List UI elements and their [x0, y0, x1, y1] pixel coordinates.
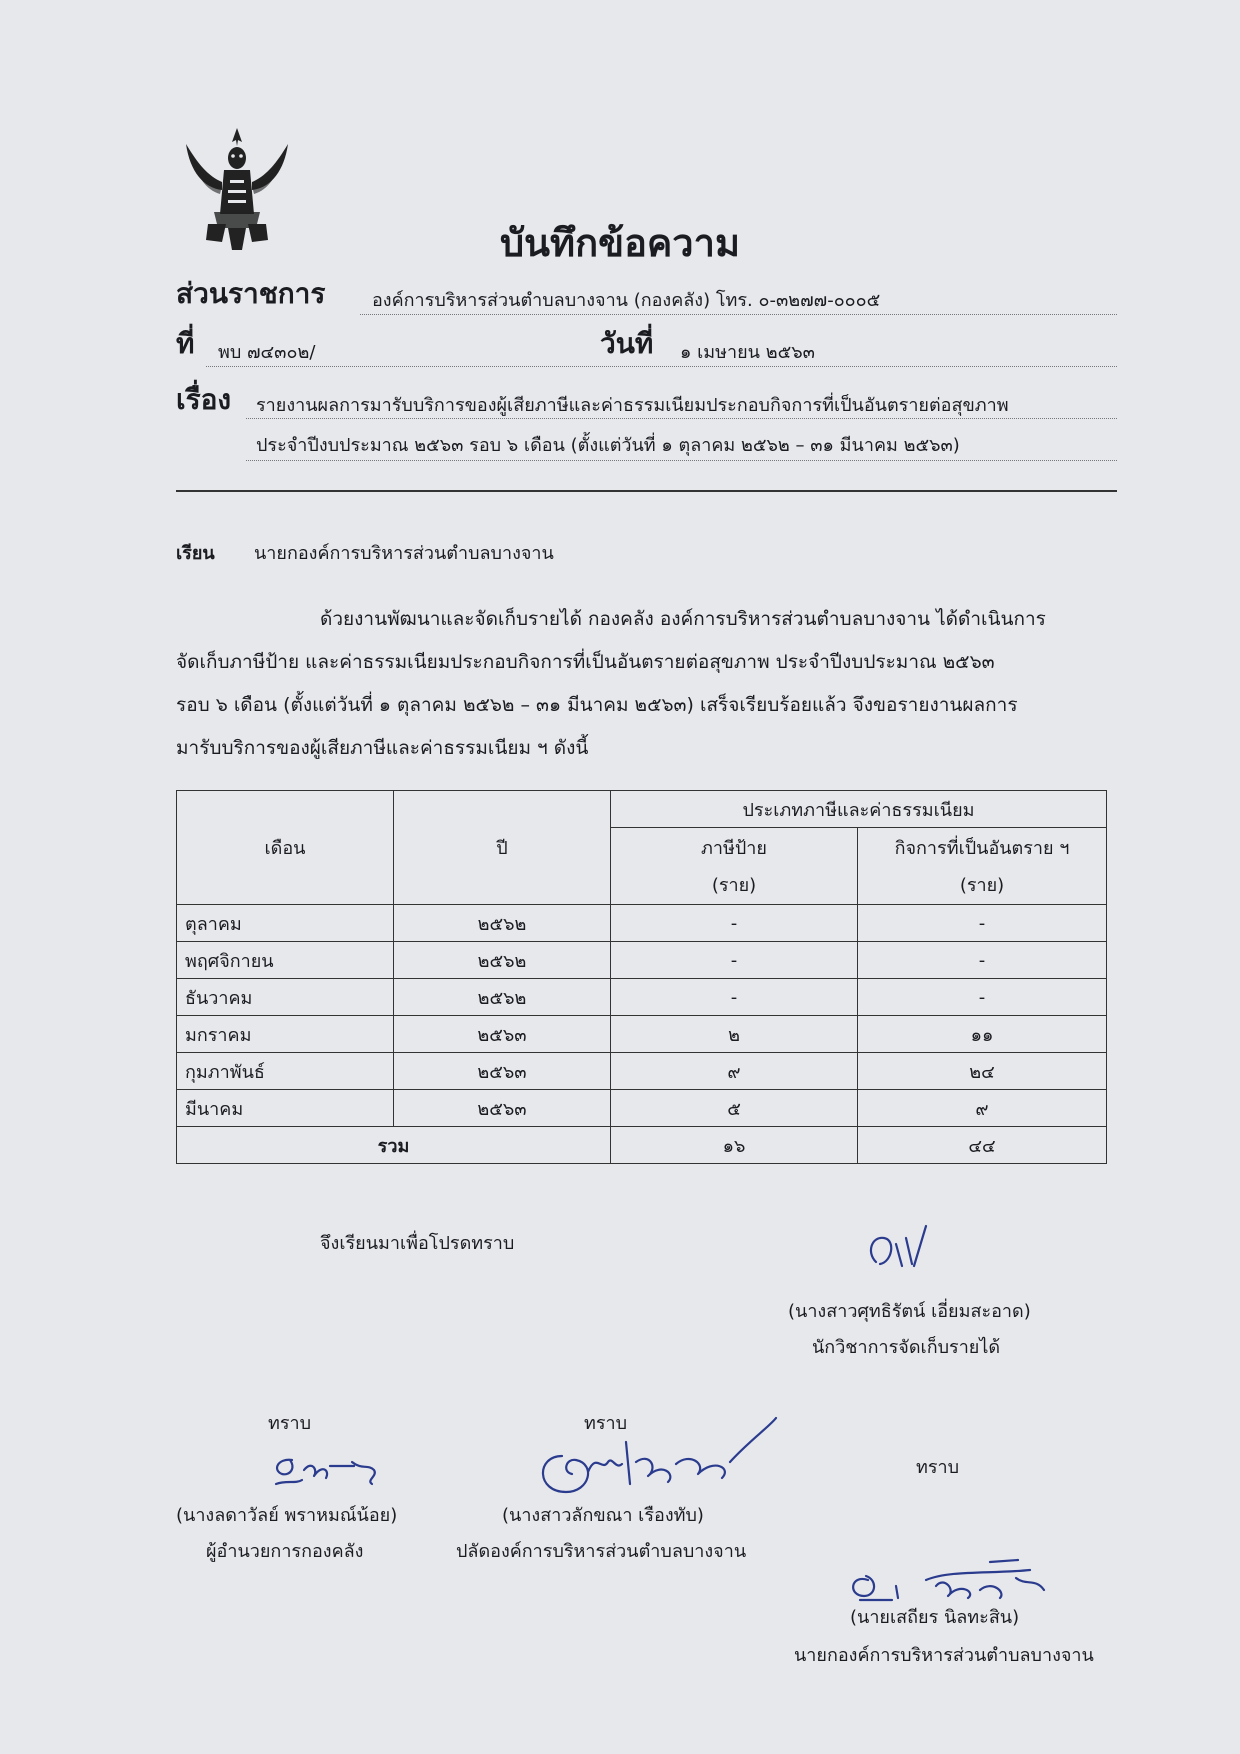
row-hazard: - — [858, 905, 1107, 942]
row-sign-tax: ๙ — [611, 1053, 858, 1090]
total-sign-tax: ๑๖ — [611, 1127, 858, 1164]
sign-tax-title: ภาษีป้าย — [701, 838, 767, 859]
table-row — [177, 942, 1107, 979]
hazard-unit: (ราย) — [959, 875, 1005, 896]
author-position: นักวิชาการจัดเก็บรายได้ — [812, 1337, 1001, 1358]
salutation-value: นายกองค์การบริหารส่วนตำบลบางจาน — [254, 543, 554, 564]
col-group-header: ประเภทภาษีและค่าธรรมเนียม — [611, 791, 1107, 828]
row-sign-tax: - — [611, 979, 858, 1016]
col-month-header: เดือน — [177, 791, 394, 905]
header-divider — [176, 490, 1117, 492]
mayor-ack: ทราบ — [916, 1457, 960, 1478]
total-hazard: ๔๔ — [858, 1127, 1107, 1164]
subject-line-2: ประจำปีงบประมาณ ๒๕๖๓ รอบ ๖ เดือน (ตั้งแต่วันที่ ๑ ตุลาคม ๒๕๖๒ – ๓๑ มีนาคม ๒๕๖๓) — [256, 435, 960, 456]
row-hazard: - — [858, 942, 1107, 979]
table-row — [177, 1016, 1107, 1053]
subject-dotted-line-2 — [246, 460, 1117, 461]
row-month: ตุลาคม — [177, 905, 394, 942]
ref-label: ที่ — [176, 327, 195, 360]
row-hazard: ๙ — [858, 1090, 1107, 1127]
ref-value: พบ ๗๔๓๐๒/ — [218, 342, 316, 363]
row-hazard: ๑๑ — [858, 1016, 1107, 1053]
row-year: ๒๕๖๒ — [394, 905, 611, 942]
table-row — [177, 979, 1107, 1016]
table-row — [177, 1090, 1107, 1127]
document-title: บันทึกข้อความ — [499, 221, 741, 265]
ref-dotted-line — [206, 366, 1117, 367]
row-hazard: ๒๔ — [858, 1053, 1107, 1090]
body-line-3: รอบ ๖ เดือน (ตั้งแต่วันที่ ๑ ตุลาคม ๒๕๖๒ – ๓๑ มีนาคม ๒๕๖๓) เสร็จเรียบร้อยแล้ว จึงขอรายงานผลการ — [176, 694, 1018, 716]
date-label: วันที่ — [600, 327, 654, 360]
total-label: รวม — [177, 1127, 611, 1164]
finance-ack: ทราบ — [268, 1413, 312, 1434]
closing-text: จึงเรียนมาเพื่อโปรดทราบ — [320, 1233, 515, 1254]
subject-dotted-line-1 — [246, 418, 1117, 419]
mayor-name: (นายเสถียร นิลทะสิน) — [850, 1607, 1020, 1628]
table-row — [177, 1053, 1107, 1090]
subject-label: เรื่อง — [176, 383, 232, 416]
row-sign-tax: - — [611, 905, 858, 942]
row-year: ๒๕๖๓ — [394, 1090, 611, 1127]
hazard-title: กิจการที่เป็นอันตราย ฯ — [894, 838, 1070, 859]
row-month: พฤศจิกายน — [177, 942, 394, 979]
table-total-row — [177, 1127, 1107, 1164]
col-hazard-header — [858, 828, 1107, 905]
clerk-name: (นางสาวลักขณา เรืองทับ) — [502, 1505, 704, 1526]
finance-name: (นางลดาวัลย์ พราหมณ์น้อย) — [176, 1505, 398, 1526]
row-year: ๒๕๖๒ — [394, 979, 611, 1016]
agency-label: ส่วนราชการ — [176, 277, 326, 310]
row-month: กุมภาพันธ์ — [177, 1053, 394, 1090]
row-year: ๒๕๖๓ — [394, 1016, 611, 1053]
row-hazard: - — [858, 979, 1107, 1016]
author-name: (นางสาวศุทธิรัตน์ เอี่ยมสะอาด) — [788, 1301, 1031, 1322]
col-sign-tax-header — [611, 828, 858, 905]
salutation-label: เรียน — [176, 543, 215, 564]
tax-report-table — [176, 790, 1107, 1164]
table-row — [177, 905, 1107, 942]
body-line-1: ด้วยงานพัฒนาและจัดเก็บรายได้ กองคลัง องค์การบริหารส่วนตำบลบางจาน ได้ดำเนินการ — [320, 608, 1046, 630]
clerk-position: ปลัดองค์การบริหารส่วนตำบลบางจาน — [456, 1541, 747, 1562]
finance-signature-icon — [256, 1440, 416, 1500]
row-month: มกราคม — [177, 1016, 394, 1053]
col-year-header: ปี — [394, 791, 611, 905]
agency-value: องค์การบริหารส่วนตำบลบางจาน (กองคลัง) โทร. ๐-๓๒๗๗-๐๐๐๕ — [372, 290, 881, 311]
author-signature-icon — [862, 1222, 972, 1282]
mayor-position: นายกองค์การบริหารส่วนตำบลบางจาน — [794, 1645, 1094, 1666]
row-sign-tax: ๒ — [611, 1016, 858, 1053]
body-line-4: มารับบริการของผู้เสียภาษีและค่าธรรมเนียม ฯ ดังนี้ — [176, 737, 589, 759]
row-year: ๒๕๖๓ — [394, 1053, 611, 1090]
row-sign-tax: ๕ — [611, 1090, 858, 1127]
clerk-signature-icon — [526, 1412, 782, 1504]
row-month: ธันวาคม — [177, 979, 394, 1016]
agency-dotted-line — [360, 314, 1117, 315]
row-year: ๒๕๖๒ — [394, 942, 611, 979]
row-sign-tax: - — [611, 942, 858, 979]
finance-position: ผู้อำนวยการกองคลัง — [206, 1541, 364, 1562]
row-month: มีนาคม — [177, 1090, 394, 1127]
date-value: ๑ เมษายน ๒๕๖๓ — [680, 342, 815, 363]
clerk-ack: ทราบ — [584, 1413, 628, 1434]
subject-line-1: รายงานผลการมารับบริการของผู้เสียภาษีและค่าธรรมเนียมประกอบกิจการที่เป็นอันตรายต่อสุขภาพ — [256, 395, 1009, 416]
body-line-2: จัดเก็บภาษีป้าย และค่าธรรมเนียมประกอบกิจการที่เป็นอันตรายต่อสุขภาพ ประจำปีงบประมาณ ๒๕๖๓ — [176, 651, 995, 673]
sign-tax-unit: (ราย) — [711, 875, 757, 896]
